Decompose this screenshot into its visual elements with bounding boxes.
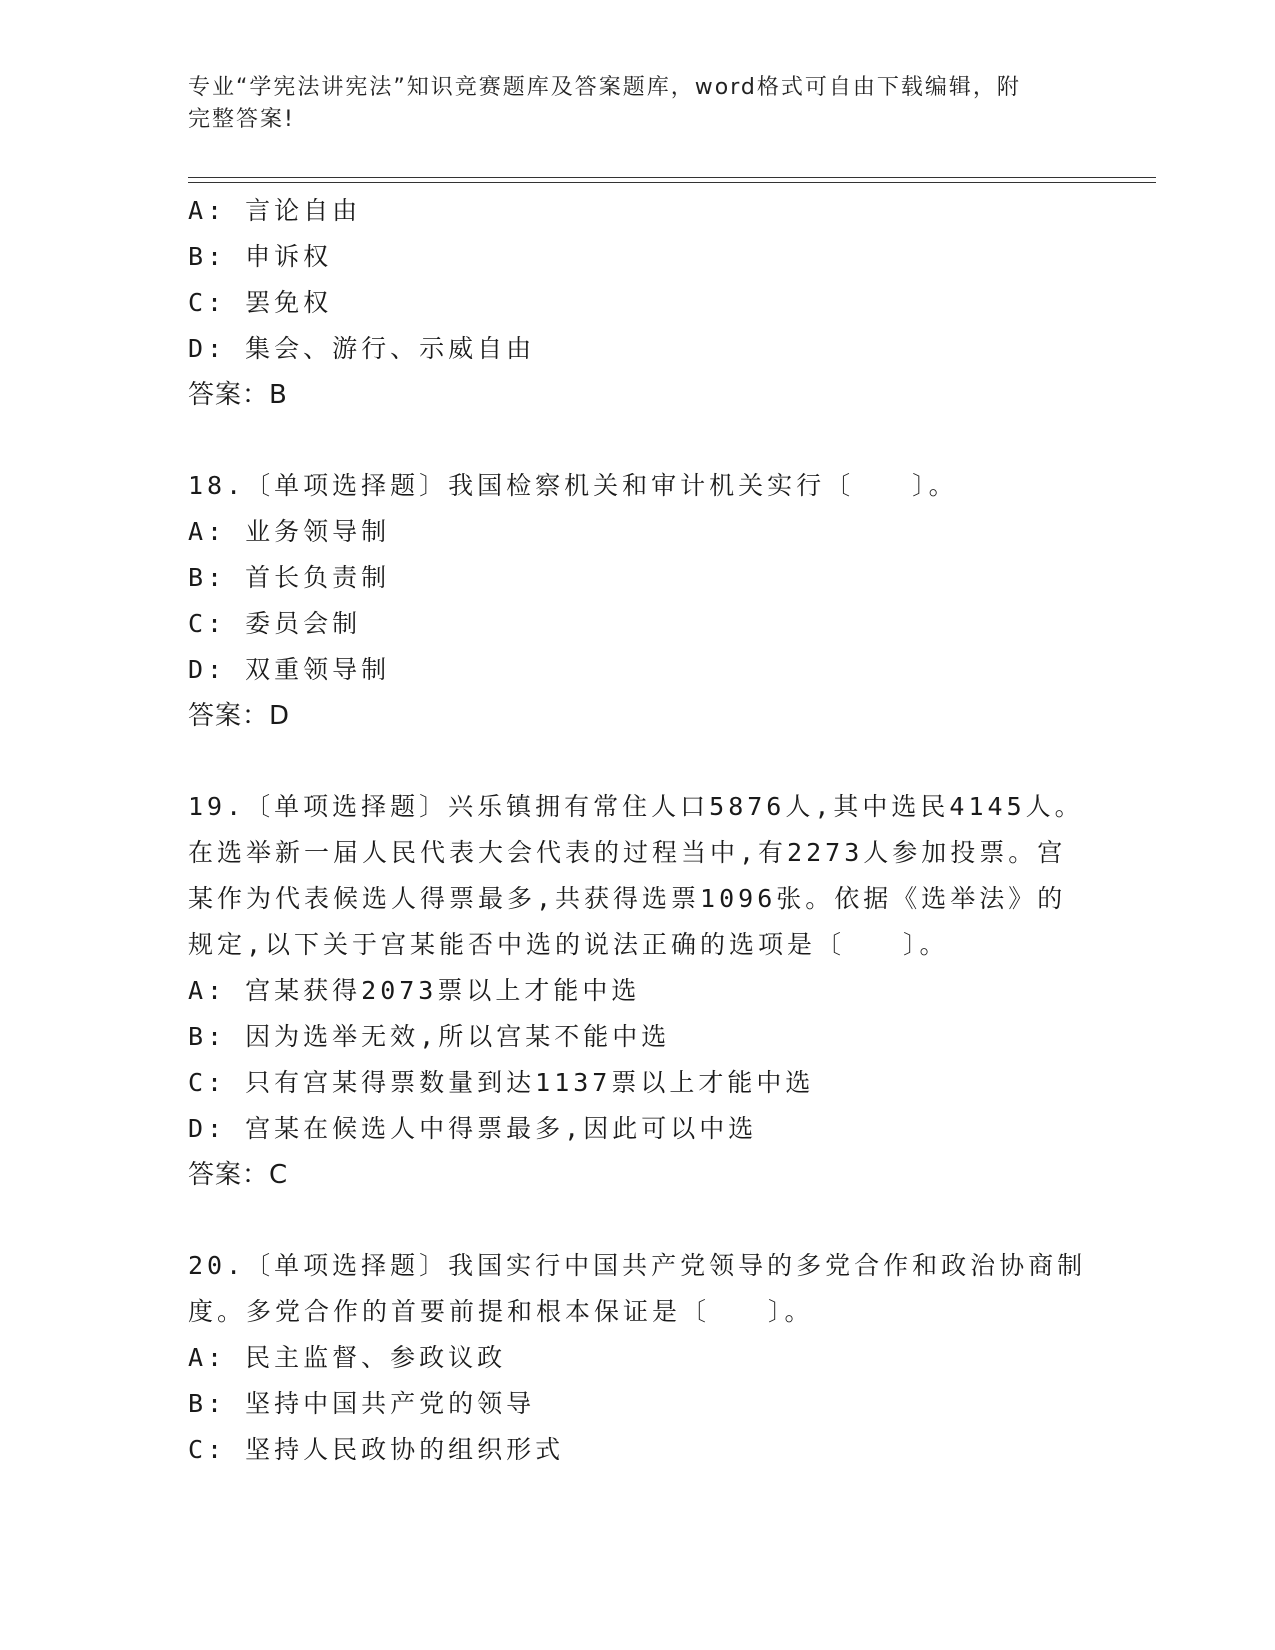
question-stem-line: 20.〔单项选择题〕我国实行中国共产党领导的多党合作和政治协商制 (188, 1251, 1087, 1280)
question-stem-line: 某作为代表候选人得票最多,共获得选票1096张。依据《选举法》的 (188, 884, 1067, 913)
option-b: B: 首长负责制 (188, 563, 391, 592)
option-a: A: 言论自由 (188, 196, 362, 225)
answer-line: 答案：B (188, 380, 288, 410)
option-d: D: 宫某在候选人中得票最多,因此可以中选 (188, 1114, 758, 1143)
document-header (188, 72, 1088, 136)
question-stem-line: 度。多党合作的首要前提和根本保证是〔 〕。 (188, 1297, 814, 1326)
question-17-continued (188, 188, 1108, 418)
question-19 (188, 784, 1108, 1198)
answer-line: 答案：D (188, 701, 291, 731)
option-c: C: 坚持人民政协的组织形式 (188, 1435, 565, 1464)
question-stem-line: 18.〔单项选择题〕我国检察机关和审计机关实行〔 〕。 (188, 471, 958, 500)
spacer (188, 418, 1108, 463)
question-stem-line: 在选举新一届人民代表大会代表的过程当中,有2273人参加投票。宫 (188, 838, 1067, 867)
question-content (188, 188, 1108, 1473)
question-20 (188, 1243, 1108, 1473)
header-divider-bottom (188, 182, 1156, 183)
spacer (188, 1198, 1108, 1243)
answer-line: 答案：C (188, 1160, 289, 1190)
header-line-1: 专业“学宪法讲宪法”知识竞赛题库及答案题库，word格式可自由下载编辑，附 (188, 75, 1021, 100)
option-c: C: 只有宫某得票数量到达1137票以上才能中选 (188, 1068, 815, 1097)
question-18 (188, 463, 1108, 739)
spacer (188, 739, 1108, 784)
option-d: D: 双重领导制 (188, 655, 391, 684)
question-stem-line: 规定,以下关于宫某能否中选的说法正确的选项是〔 〕。 (188, 930, 949, 959)
option-c: C: 委员会制 (188, 609, 362, 638)
option-b: B: 坚持中国共产党的领导 (188, 1389, 536, 1418)
header-divider-top (188, 177, 1156, 178)
option-d: D: 集会、游行、示威自由 (188, 334, 536, 363)
question-stem-line: 19.〔单项选择题〕兴乐镇拥有常住人口5876人,其中选民4145人。 (188, 792, 1084, 821)
option-a: A: 民主监督、参政议政 (188, 1343, 507, 1372)
option-b: B: 因为选举无效,所以宫某不能中选 (188, 1022, 671, 1051)
header-line-2: 完整答案! (188, 107, 295, 132)
option-b: B: 申诉权 (188, 242, 333, 271)
option-a: A: 宫某获得2073票以上才能中选 (188, 976, 641, 1005)
option-a: A: 业务领导制 (188, 517, 391, 546)
option-c: C: 罢免权 (188, 288, 333, 317)
